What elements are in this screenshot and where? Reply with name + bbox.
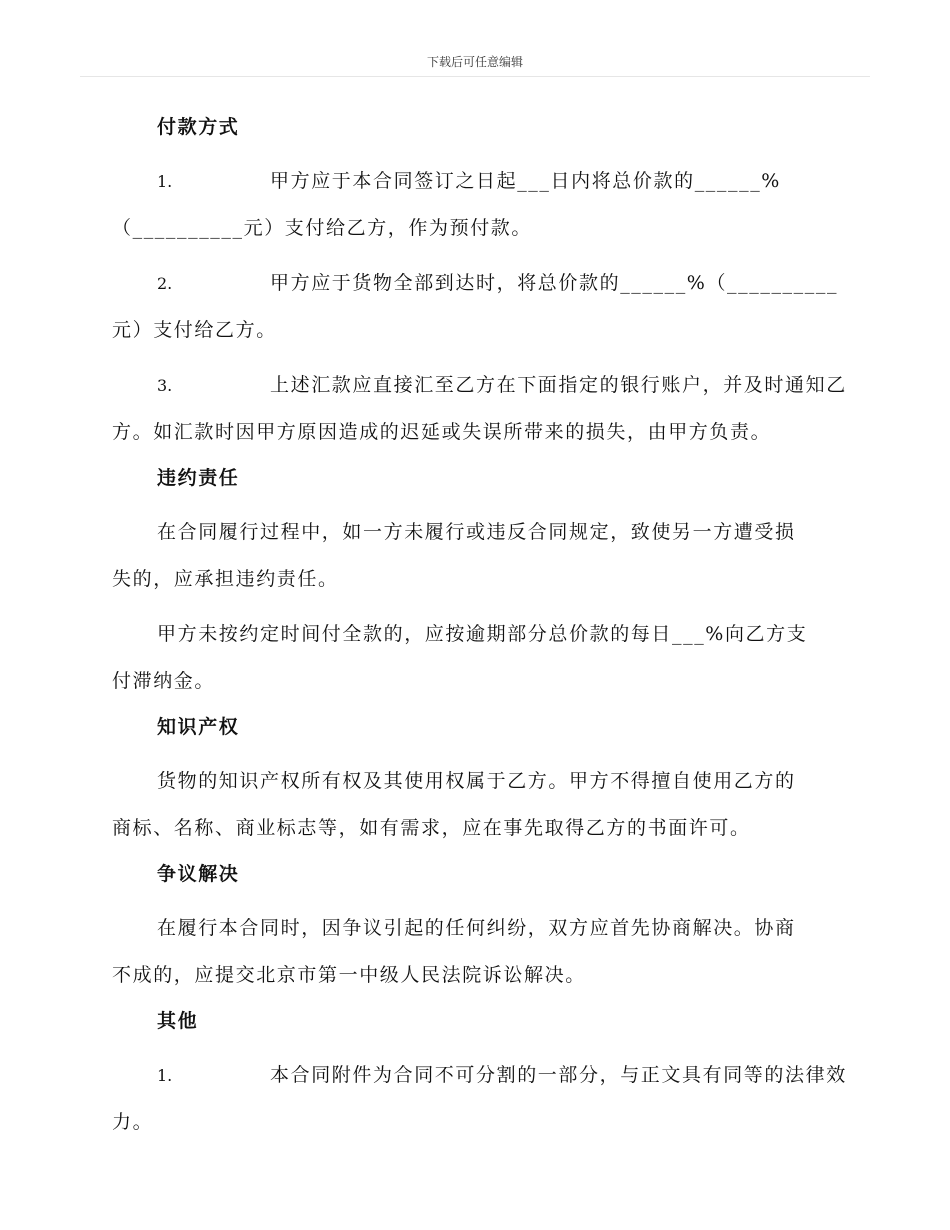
item-number: 2. <box>157 274 173 293</box>
section-title-breach: 违约责任 <box>157 467 240 489</box>
payment-item-3-line-2: 方。如汇款时因甲方原因造成的迟延或失误所带来的损失，由甲方负责。 <box>112 421 772 443</box>
dispute-p1-line-2: 不成的，应提交北京市第一中级人民法院诉讼解决。 <box>112 964 586 986</box>
header-divider <box>80 76 870 77</box>
section-title-ip: 知识产权 <box>157 716 240 738</box>
ip-p1-line-2: 商标、名称、商业标志等，如有需求，应在事先取得乙方的书面许可。 <box>112 817 751 839</box>
section-title-other: 其他 <box>157 1010 199 1032</box>
section-title-dispute: 争议解决 <box>157 863 240 885</box>
section-title-payment: 付款方式 <box>157 116 240 138</box>
item-text: 甲方应于货物全部到达时，将总价款的______%（__________ <box>270 272 839 294</box>
other-item-1-line-2: 力。 <box>112 1111 154 1133</box>
ip-p1-line-1: 货物的知识产权所有权及其使用权属于乙方。甲方不得擅自使用乙方的 <box>157 770 796 792</box>
dispute-p1-line-1: 在履行本合同时，因争议引起的任何纠纷，双方应首先协商解决。协商 <box>157 917 796 939</box>
breach-p1-line-1: 在合同履行过程中，如一方未履行或违反合同规定，致使另一方遭受损 <box>157 521 796 543</box>
item-text: 上述汇款应直接汇至乙方在下面指定的银行账户，并及时通知乙 <box>270 374 847 396</box>
item-text: 本合同附件为合同不可分割的一部分，与正文具有同等的法律效 <box>270 1064 847 1086</box>
payment-item-3-line-1 <box>112 362 847 409</box>
breach-p2-line-2: 付滞纳金。 <box>112 670 216 692</box>
breach-p2-line-1: 甲方未按约定时间付全款的，应按逾期部分总价款的每日___%向乙方支 <box>157 623 808 645</box>
item-number: 3. <box>157 376 173 395</box>
breach-p1-line-2: 失的，应承担违约责任。 <box>112 568 339 590</box>
item-text: 甲方应于本合同签订之日起___日内将总价款的______% <box>270 170 781 192</box>
payment-item-1-line-2: （__________元）支付给乙方，作为预付款。 <box>112 217 533 239</box>
payment-item-2-line-1 <box>112 260 839 307</box>
page-header: 下载后可任意编辑 <box>426 55 523 69</box>
document-body <box>112 105 847 1146</box>
payment-item-2-line-2: 元）支付给乙方。 <box>112 319 277 341</box>
item-number: 1. <box>157 1066 173 1085</box>
payment-item-1-line-1 <box>112 158 834 205</box>
other-item-1-line-1 <box>112 1052 847 1099</box>
item-number: 1. <box>157 172 173 191</box>
